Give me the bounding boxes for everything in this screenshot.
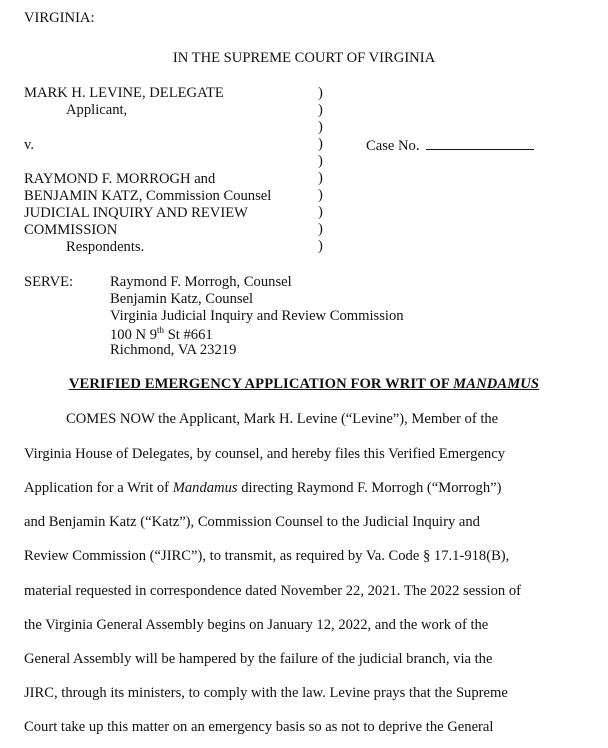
respondent-line-4: COMMISSION bbox=[24, 222, 118, 238]
applicant-role: Applicant, bbox=[66, 102, 128, 118]
serve-label: SERVE: bbox=[24, 274, 74, 290]
body-line-8: General Assembly will be hampered by the failure of the judicial branch, via the bbox=[24, 651, 493, 667]
title-italic: MANDAMUS bbox=[453, 376, 540, 392]
serve-line-2: Benjamin Katz, Counsel bbox=[110, 291, 254, 307]
paren: ) bbox=[318, 221, 323, 237]
paren: ) bbox=[318, 187, 323, 203]
address-number: 100 N 9 bbox=[110, 326, 158, 343]
paren: ) bbox=[318, 238, 323, 254]
paren: ) bbox=[318, 153, 323, 169]
document-title bbox=[0, 376, 608, 393]
body-line-5: Review Commission (“JIRC”), to transmit, as required by Va. Code § 17.1-918(B), bbox=[24, 548, 510, 564]
body-line-3 bbox=[24, 480, 501, 497]
paren: ) bbox=[318, 136, 323, 152]
respondent-line-2: BENJAMIN KATZ, Commission Counsel bbox=[24, 188, 272, 204]
case-number-field bbox=[366, 137, 534, 155]
case-number-blank bbox=[426, 137, 534, 150]
address-superscript: th bbox=[157, 325, 165, 335]
body-line-3-start: Application for a Writ of bbox=[24, 480, 173, 496]
body-line-4: and Benjamin Katz (“Katz”), Commission Counsel to the Judicial Inquiry and bbox=[24, 514, 480, 530]
serve-line-5: Richmond, VA 23219 bbox=[110, 342, 237, 358]
paren: ) bbox=[318, 102, 323, 118]
body-line-10: Court take up this matter on an emergency basis so as not to deprive the General bbox=[24, 719, 494, 735]
body-line-7: the Virginia General Assembly begins on January 12, 2022, and the work of the bbox=[24, 617, 489, 633]
paren: ) bbox=[318, 170, 323, 186]
body-line-2: Virginia House of Delegates, by counsel, and hereby files this Verified Emergency bbox=[24, 446, 505, 462]
paren: ) bbox=[318, 85, 323, 101]
body-line-3-rest: directing Raymond F. Morrogh (“Morrogh”) bbox=[237, 480, 502, 496]
serve-line-3: Virginia Judicial Inquiry and Review Commission bbox=[110, 308, 404, 324]
title-main: VERIFIED EMERGENCY APPLICATION FOR WRIT OF bbox=[68, 376, 454, 392]
serve-line-1: Raymond F. Morrogh, Counsel bbox=[110, 274, 292, 290]
respondents-role: Respondents. bbox=[66, 239, 145, 255]
respondent-line-3: JUDICIAL INQUIRY AND REVIEW bbox=[24, 205, 248, 221]
respondent-line-1: RAYMOND F. MORROGH and bbox=[24, 171, 216, 187]
court-heading: IN THE SUPREME COURT OF VIRGINIA bbox=[172, 50, 436, 66]
body-line-6: material requested in correspondence dated November 22, 2021. The 2022 session of bbox=[24, 583, 521, 599]
body-line-3-italic: Mandamus bbox=[172, 480, 238, 496]
body-line-9: JIRC, through its ministers, to comply with the law. Levine prays that the Supreme bbox=[24, 685, 508, 701]
applicant-name: MARK H. LEVINE, DELEGATE bbox=[24, 85, 224, 101]
address-rest: St #661 bbox=[164, 326, 213, 343]
body-line-1: COMES NOW the Applicant, Mark H. Levine (“Levine”), Member of the bbox=[66, 411, 499, 427]
versus: v. bbox=[24, 137, 34, 153]
case-number-label: Case No. bbox=[366, 138, 420, 154]
paren: ) bbox=[318, 119, 323, 135]
state-heading: VIRGINIA: bbox=[24, 10, 95, 26]
paren: ) bbox=[318, 204, 323, 220]
